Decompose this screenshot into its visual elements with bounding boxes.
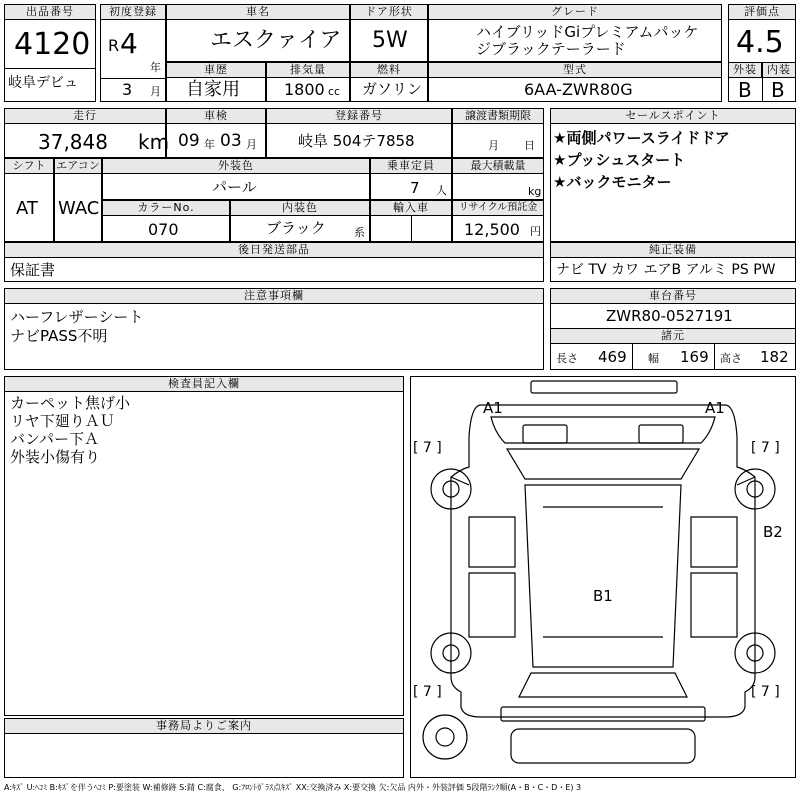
grade-label: グレード: [428, 4, 722, 20]
score-ext: B: [738, 78, 752, 102]
color-no-label: カラーNo.: [102, 200, 230, 216]
later-parts-value: 保証書: [10, 261, 56, 279]
capacity-value: 7: [410, 179, 420, 197]
divider: [632, 344, 633, 370]
diagram-mark-b1: B1: [593, 587, 613, 605]
ac-label: エアコン: [54, 158, 102, 174]
int-color-value: ブラック: [266, 219, 326, 237]
score-label: 評価点: [728, 4, 796, 20]
dims-height-label: 高さ: [720, 352, 742, 365]
displacement-value: 1800: [284, 80, 325, 99]
door-value: 5W: [372, 28, 408, 53]
first-reg-month: 3: [122, 80, 133, 99]
sales-point-item: ★プッシュスタート: [553, 151, 686, 169]
history-value: 自家用: [186, 79, 240, 100]
office-label: 事務局よりご案内: [4, 718, 404, 734]
later-parts-label: 後日発送部品: [4, 242, 544, 258]
car-name-label: 車名: [166, 4, 350, 20]
transfer-label: 譲渡書類期限: [452, 108, 544, 124]
notes-label: 注意事項欄: [4, 288, 544, 304]
inspection-year-unit: 年: [204, 138, 215, 151]
sales-points-label: セールスポイント: [550, 108, 796, 124]
history-label: 車歴: [166, 62, 266, 78]
genuine-value: ナビ TV カワ エアB アルミ PS PW: [556, 262, 776, 278]
mileage-value: 37,848: [38, 130, 108, 154]
divider: [411, 216, 412, 242]
transfer-month-unit: 月: [488, 139, 499, 152]
chassis-value: ZWR80-0527191: [606, 307, 733, 325]
dims-length-label: 長さ: [556, 352, 578, 365]
diagram-mark-7: [ 7 ]: [751, 440, 780, 456]
inspection-month: 03: [220, 131, 242, 151]
recycle-value: 12,500: [464, 220, 520, 239]
model-label: 型式: [428, 62, 722, 78]
mileage-label: 走行: [4, 108, 166, 124]
note-item: ハーフレザーシート: [10, 308, 144, 326]
recycle-label: リサイクル預託金: [452, 200, 544, 216]
recycle-unit: 円: [530, 225, 541, 238]
ac-value: WAC: [58, 198, 100, 219]
plate-value: 岐阜 504テ7858: [298, 132, 415, 150]
dims-width: 169: [680, 348, 709, 366]
capacity-label: 乗車定員: [370, 158, 452, 174]
sales-point-item: ★両側パワースライドドア: [553, 129, 730, 147]
first-reg-year-unit: 年: [150, 61, 161, 74]
plate-label: 登録番号: [266, 108, 452, 124]
car-name-value: エスクァイア: [210, 28, 342, 53]
inspection-label: 車検: [166, 108, 266, 124]
diagram-mark-a1-left: A1: [483, 399, 503, 417]
inspector-item: リヤ下廻りＡＵ: [10, 412, 115, 430]
max-load-unit: kg: [528, 185, 542, 198]
displacement-label: 排気量: [266, 62, 350, 78]
chassis-label: 車台番号: [550, 288, 796, 304]
model-value: 6AA-ZWR80G: [524, 80, 633, 99]
ext-color-value: パール: [212, 178, 257, 196]
import-label: 輸入車: [370, 200, 452, 216]
fuel-value: ガソリン: [362, 80, 423, 98]
first-reg-year: 4: [120, 27, 138, 60]
inspector-label: 検査員記入欄: [4, 376, 404, 392]
transfer-day-unit: 日: [524, 139, 535, 152]
diagram-mark-a1-right: A1: [705, 399, 725, 417]
car-outline: [411, 377, 795, 777]
max-load-label: 最大積載量: [452, 158, 544, 174]
first-reg-era: R: [108, 36, 120, 55]
inspection-year: 09: [178, 131, 200, 151]
ext-color-label: 外装色: [102, 158, 370, 174]
dims-label: 諸元: [550, 328, 796, 344]
inspection-month-unit: 月: [246, 138, 257, 151]
diagram-mark-7: [ 7 ]: [413, 684, 442, 700]
capacity-unit: 人: [436, 184, 447, 197]
note-item: ナビPASS不明: [10, 327, 108, 345]
inspector-item: カーペット焦げ小: [10, 394, 131, 412]
diagram-mark-7: [ 7 ]: [413, 440, 442, 456]
divider: [4, 68, 96, 69]
first-reg-label: 初度登録: [100, 4, 166, 20]
car-diagram: [410, 376, 796, 778]
door-label: ドア形状: [350, 4, 428, 20]
mileage-unit: km: [138, 130, 170, 154]
divider: [714, 344, 715, 370]
lot-number: 4120: [14, 27, 91, 62]
diagram-mark-b2: B2: [763, 523, 783, 541]
score-int-label: 内装: [762, 62, 796, 78]
diagram-mark-7: [ 7 ]: [751, 684, 780, 700]
inspector-item: 外装小傷有り: [10, 448, 101, 466]
dims-length: 469: [598, 348, 627, 366]
first-reg-month-unit: 月: [150, 85, 161, 98]
shift-value: AT: [16, 198, 38, 219]
lot-label: 出品番号: [4, 4, 96, 20]
int-color-label: 内装色: [230, 200, 370, 216]
divider: [100, 78, 166, 79]
color-no-value: 070: [148, 220, 179, 239]
dims-height: 182: [760, 348, 789, 366]
displacement-unit: cc: [328, 85, 341, 98]
sales-point-item: ★バックモニター: [553, 173, 672, 191]
divider: [762, 78, 763, 102]
score-ext-label: 外装: [728, 62, 762, 78]
score-int: B: [771, 78, 785, 102]
inspector-item: バンパー下Ａ: [10, 430, 99, 448]
shift-label: シフト: [4, 158, 54, 174]
debut-text: 岐阜デビュ: [8, 75, 78, 91]
dims-width-label: 幅: [648, 352, 659, 365]
genuine-label: 純正装備: [550, 242, 796, 258]
grade-line1: ハイブリッドGiプレミアムパッケ: [476, 23, 699, 41]
legend-text: A:ｷｽﾞ U:ﾍｺﾐ B:ｷｽﾞを伴うﾍｺﾐ P:要塗装 W:補修跡 S:錆 C:腐食、 G:ﾌﾛﾝﾄｶﾞﾗｽ点ｷｽﾞ XX:交換済み X:要交換 欠:欠品 内外・外装評価 5段階ﾗﾝｸ順(A・B・C・D・E) 3: [4, 783, 582, 792]
score-value: 4.5: [736, 25, 784, 60]
fuel-label: 燃料: [350, 62, 428, 78]
int-color-unit: 系: [354, 226, 365, 239]
grade-line2: ジブラックテーラード: [476, 40, 626, 58]
